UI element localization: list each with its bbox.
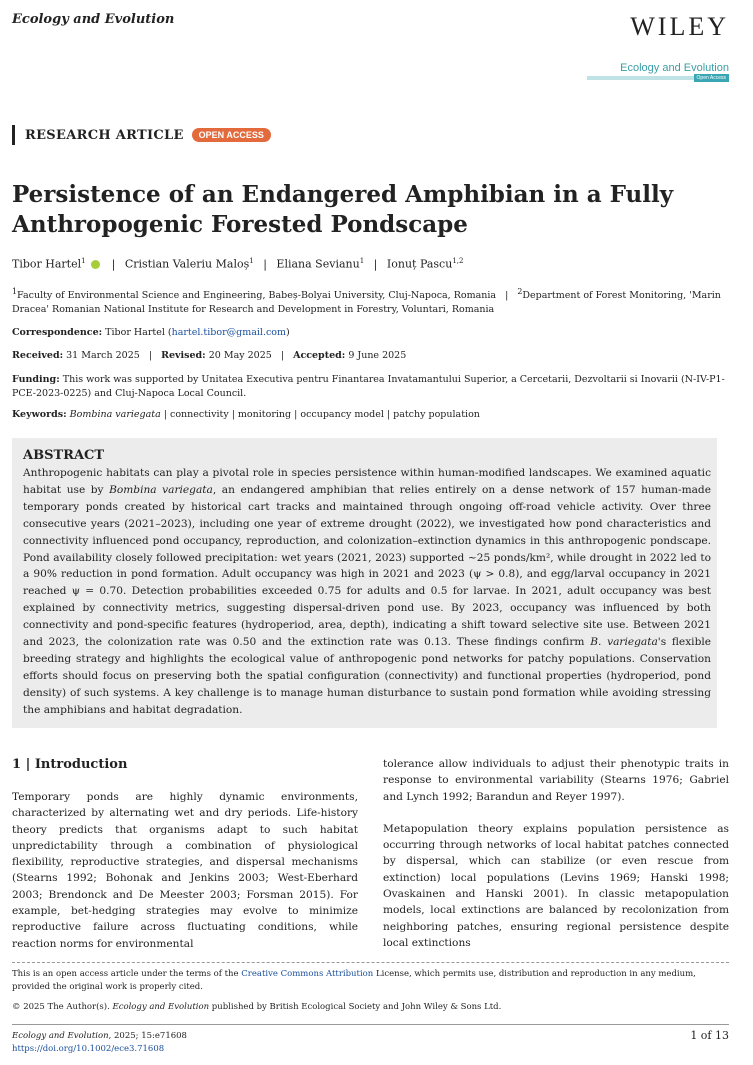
author-name[interactable]: Eliana Sevianu: [276, 257, 360, 271]
journal-logo-text: Ecology and Evolution: [620, 62, 729, 74]
author-affil-sup: 1: [359, 257, 365, 265]
body-column-left: [12, 789, 358, 968]
author-affil-sup: 1,2: [452, 257, 464, 265]
footer-divider: [12, 962, 729, 963]
citation-volume: , 2025; 15:e71608: [108, 1031, 187, 1041]
date-separator: |: [148, 350, 153, 361]
affil-separator: |: [505, 290, 509, 302]
affil-sup: 2: [517, 287, 523, 296]
cc-license-link[interactable]: Creative Commons Attribution: [241, 969, 374, 979]
abstract-species: Bombina variegata: [109, 483, 213, 496]
correspondence: Correspondence: Tibor Hartel (hartel.tibor@gmail.com): [12, 327, 290, 338]
author-name[interactable]: Ionuț Pascu: [386, 257, 453, 271]
copyright-note: [12, 1001, 732, 1014]
open-access-logo-badge: Open Access: [694, 74, 729, 82]
intro-paragraph: tolerance allow individuals to adjust their phenotypic traits in response to environmental variability (Stearns 1976; Gabriel and Lynch 1992; Barandun and Reyer 1997).: [383, 758, 729, 803]
keywords-label: Keywords:: [12, 409, 67, 420]
publisher-logo[interactable]: WILEY: [630, 12, 729, 41]
page-number: 1 of 13: [690, 1029, 729, 1042]
correspondence-label: Correspondence:: [12, 327, 103, 338]
abstract-part: 's flexible breeding strategy and highlights the ecological value of anthropogenic pond networks for patchy populations. Conservation efforts should focus on preserving both the spatial configuration (connectivity) and functional properties (hydroperiod, pond density) of such systems. A key challenge is to manage human disturbance to sustain pond formation while avoiding stressing the amphibians and habitat degradation.: [23, 636, 712, 716]
accepted-date: 9 June 2025: [348, 350, 407, 361]
copyright-text: published by British Ecological Society and John Wiley & Sons Ltd.: [209, 1002, 502, 1012]
section-marker: [12, 125, 15, 145]
affiliation-1: Faculty of Environmental Science and Engineering, Babeș-Bolyai University, Cluj-Napoca, Romania: [17, 290, 497, 302]
article-title: Persistence of an Endangered Amphibian in a Fully Anthropogenic Forested Pondscape: [12, 181, 674, 238]
accepted-label: Accepted:: [293, 350, 346, 361]
intro-paragraph: Temporary ponds are highly dynamic environments, characterized by alternating wet and dry periods. Life-history theory predicts that organisms adapt to such habitat unpredictability through a combination of physiological flexibility, reproductive strategies, and dispersal mechanisms (Stearns 1992; Bohonak and Jenkins 2003; West-Eberhard 2003; Brendonck and De Meester 2003; Forsman 2015). For example, bet-hedging strategies may evolve to minimize reproductive failure across fluctuating conditions, while reaction norms for environmental: [12, 791, 358, 950]
license-text: This is an open access article under the terms of the: [12, 969, 242, 979]
author-list: [12, 254, 463, 272]
author-affil-sup: 1: [249, 257, 254, 265]
date-separator: |: [280, 350, 285, 361]
body-column-right: [383, 756, 729, 967]
citation-journal: Ecology and Evolution: [12, 1031, 109, 1041]
footer-rule: [12, 1024, 729, 1025]
keyword-species: Bombina variegata: [69, 409, 161, 420]
citation: [12, 1030, 732, 1056]
journal-logo-bar: [587, 76, 729, 80]
abstract-species: B. variegata: [590, 636, 658, 649]
abstract-part: Anthropogenic habitats can play a pivotal role in species persistence within human-modified landscapes. We examined aquatic habitat use by: [23, 467, 711, 496]
open-access-badge: OPEN ACCESS: [192, 128, 271, 142]
affil-sup: 1: [12, 287, 18, 296]
intro-paragraph: Metapopulation theory explains population persistence as occurring through networks of local habitat patches connected by dispersal, which can stabilize (or even rescue from extinction) local populations (Levins 1969; Hanski 1998; Ovaskainen and Hanski 2001). In classic metapopulation models, local extinctions are balanced by recolonization from neighboring patches, ensuring regional persistence despite local extinctions: [383, 822, 729, 949]
license-text: License, which permits use, distribution and reproduction in any medium, provided the original work is properly cited.: [12, 969, 696, 992]
received-label: Received:: [12, 350, 64, 361]
author-separator: |: [263, 257, 267, 271]
affiliations: [12, 285, 732, 317]
citation-line: [12, 1030, 732, 1043]
abstract-part: , an endangered amphibian that relies entirely on a dense network of 157 human-made temporary ponds created by historical cart tracks and maintained through ongoing off-road vehicle activity. Over three consecutive years (2021–2023), including one year of extreme drought (2022), we investigated how pond characteristics and connectivity influenced pond occupancy, reproduction, and colonization–extinction dynamics in this anthropogenic pondscape. Pond availability closely followed precipitation: wet years (2021, 2023) supported ~25 ponds/km², while drought in 2022 led to a 90% reduction in pond formation. Adult occupancy was high in 2021 and 2023 (ψ > 0.8), and egg/larval occupancy in 2021 reached ψ = 0.70. Detection probabilities exceeded 0.75 for adults and 0.5 for larvae. In 2021, adult occupancy was best explained by connectivity metrics, suggesting dispersal-driven pond use. By 2023, occupancy was influenced by both connectivity and pond-specific features (hydroperiod, area, depth), indicating a shift toward selective site use. Between 2021 and 2023, the colonization rate was 0.50 and the extinction rate was 0.13. These findings confirm: [23, 483, 711, 649]
article-type-label: RESEARCH ARTICLE: [25, 127, 184, 143]
author-affil-sup: 1: [81, 257, 86, 265]
funding-label: Funding:: [12, 374, 60, 385]
abstract-box: [12, 438, 717, 728]
orcid-icon[interactable]: [91, 260, 100, 269]
article-dates: [12, 349, 732, 363]
section-heading-introduction: 1 | Introduction: [12, 757, 128, 772]
author-name[interactable]: Tibor Hartel: [12, 257, 82, 271]
funding-text: This work was supported by Unitatea Executiva pentru Finantarea Invatamantului Superior, a Cercetarii, Dezvoltarii si Inovarii (N-IV-P1-PCE-2023-0225) and Cluj-Napoca Local Council.: [12, 374, 725, 399]
correspondence-name: Tibor Hartel: [105, 327, 165, 338]
author-separator: |: [111, 257, 116, 271]
abstract-heading: ABSTRACT: [23, 448, 105, 463]
journal-logo[interactable]: [587, 62, 729, 80]
copyright-journal: Ecology and Evolution: [112, 1002, 210, 1012]
journal-name: Ecology and Evolution: [12, 12, 175, 27]
license-note: [12, 968, 732, 994]
author-separator: |: [373, 257, 378, 271]
revised-label: Revised:: [161, 350, 206, 361]
author-name[interactable]: Cristian Valeriu Maloș: [124, 257, 250, 271]
doi-link[interactable]: https://doi.org/10.1002/ece3.71608: [12, 1044, 165, 1054]
abstract-text: [23, 465, 711, 719]
received-date: 31 March 2025: [66, 350, 140, 361]
keywords-list: connectivity | monitoring | occupancy model | patchy population: [170, 409, 480, 420]
correspondence-email-link[interactable]: hartel.tibor@gmail.com: [171, 327, 287, 338]
keywords: Keywords: Bombina variegata | connectivity | monitoring | occupancy model | patchy population: [12, 409, 480, 420]
funding: [12, 373, 732, 401]
revised-date: 20 May 2025: [208, 350, 272, 361]
copyright-text: © 2025 The Author(s).: [12, 1002, 113, 1012]
affiliation-2: Department of Forest Monitoring, 'Marin Dracea' Romanian National Institute for Research and Development in Forestry, Voluntari, Romania: [12, 290, 721, 316]
article-type: [12, 125, 271, 145]
